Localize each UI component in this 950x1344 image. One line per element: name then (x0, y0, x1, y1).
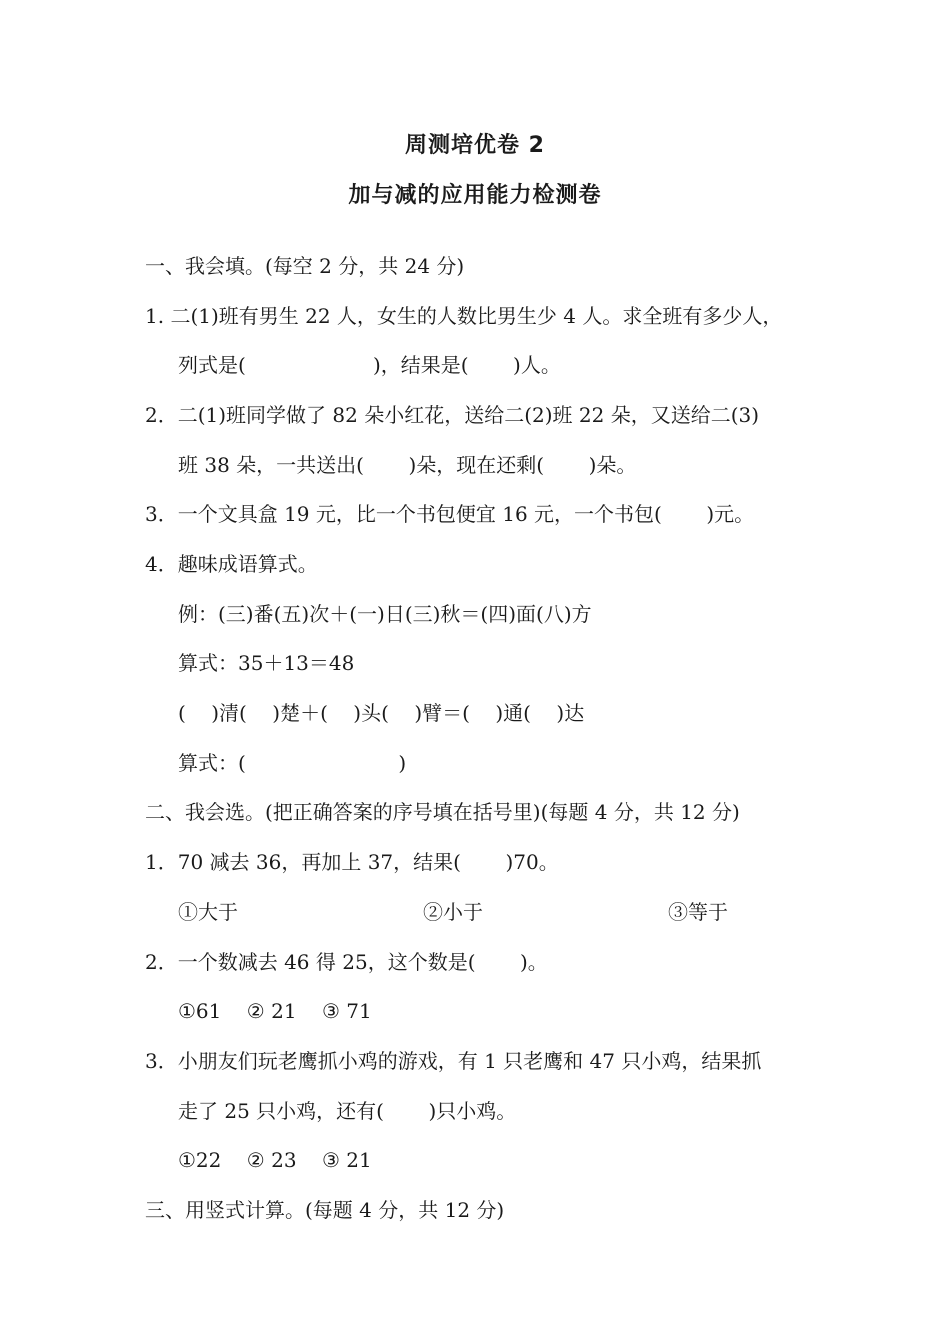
section-2-heading: 二、我会选。(把正确答案的序号填在括号里)(每题 4 分，共 12 分) (145, 800, 740, 824)
section-3-heading: 三、用竖式计算。(每题 4 分，共 12 分) (145, 1198, 505, 1222)
s2-q1-option-2: ②小于 (423, 900, 483, 924)
s1-question-4-answer: 算式：( ) (178, 751, 407, 775)
s2-question-1: 1．70 减去 36，再加上 37，结果( )70。 (145, 850, 559, 874)
section-1-heading: 一、我会填。(每空 2 分，共 24 分) (145, 254, 465, 278)
s1-question-4-blank: ( )清( )楚＋( )头( )臂＝( )通( )达 (178, 701, 585, 725)
s1-question-1-line-2: 列式是( )，结果是( )人。 (178, 353, 561, 377)
s2-q1-option-1: ①大于 (178, 900, 238, 924)
s2-question-2: 2．一个数减去 46 得 25，这个数是( )。 (145, 950, 548, 974)
s1-question-3: 3．一个文具盒 19 元，比一个书包便宜 16 元，一个书包( )元。 (145, 502, 755, 526)
s1-question-4-example-formula: 算式：35＋13＝48 (178, 651, 355, 675)
page-subtitle: 加与减的应用能力检测卷 (348, 183, 602, 208)
s2-q3-options: ①22 ② 23 ③ 21 (178, 1148, 372, 1172)
s1-question-1-line-1: 1. 二(1)班有男生 22 人，女生的人数比男生少 4 人。求全班有多少人， (145, 304, 783, 328)
s1-question-2-line-1: 2．二(1)班同学做了 82 朵小红花，送给二(2)班 22 朵，又送给二(3) (145, 403, 760, 427)
page-title: 周测培优卷 2 (405, 133, 545, 158)
s2-question-3-line-1: 3．小朋友们玩老鹰抓小鸡的游戏，有 1 只老鹰和 47 只小鸡，结果抓 (145, 1049, 762, 1073)
s1-question-4-example: 例：(三)番(五)次＋(一)日(三)秋＝(四)面(八)方 (178, 602, 592, 626)
s2-q2-options: ①61 ② 21 ③ 71 (178, 999, 372, 1023)
s1-question-4: 4．趣味成语算式。 (145, 552, 318, 576)
s1-question-2-line-2: 班 38 朵，一共送出( )朵，现在还剩( )朵。 (178, 453, 637, 477)
s2-q1-option-3: ③等于 (668, 900, 728, 924)
s2-question-3-line-2: 走了 25 只小鸡，还有( )只小鸡。 (178, 1099, 517, 1123)
